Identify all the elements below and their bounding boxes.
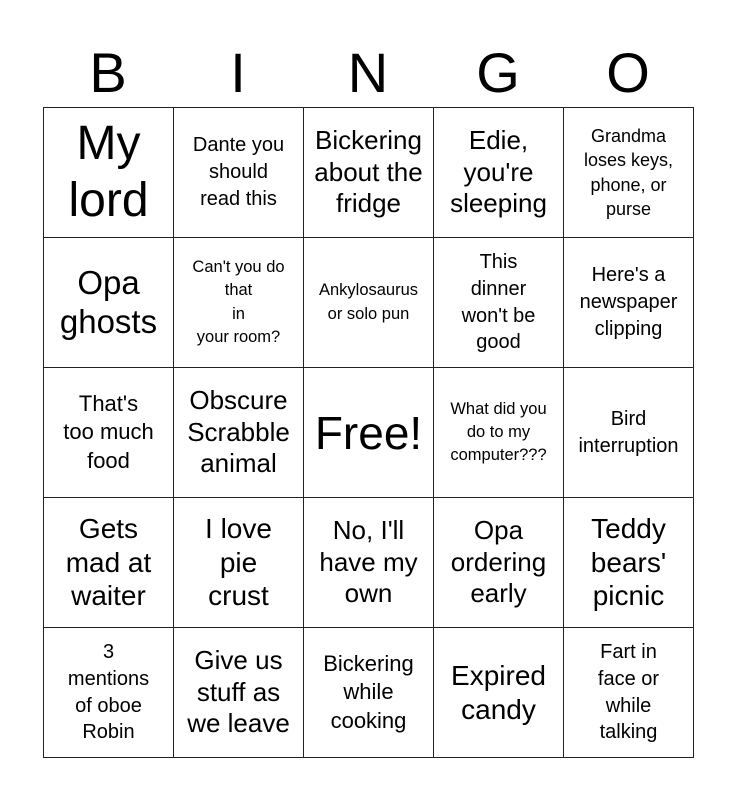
cell-text: Gets mad at waiter [65,513,152,612]
bingo-row [44,108,694,238]
bingo-card [43,107,694,758]
bingo-cell[interactable] [564,628,694,758]
header-letter-g: G [476,41,520,104]
bingo-row [44,498,694,628]
cell-text: This dinner won't be good [461,250,536,354]
cell-text: 3 mentions of oboe Robin [67,640,150,744]
cell-text: Can't you do that in your room? [192,258,285,346]
cell-text: Opa ghosts [59,264,158,340]
bingo-cell[interactable] [174,238,304,368]
bingo-cell[interactable] [304,108,434,238]
bingo-cell[interactable] [174,498,304,628]
bingo-row [44,628,694,758]
cell-text: Bird interruption [578,407,679,457]
cell-text: That's too much food [63,391,154,473]
cell-text: I love pie crust [205,513,272,612]
cell-text: Ankylosaurus or solo pun [318,281,419,323]
bingo-cell[interactable] [44,368,174,498]
cell-text: Bickering about the fridge [314,124,423,219]
cell-text: Expired candy [451,659,546,725]
cell-text: Bickering while cooking [323,651,414,733]
bingo-cell[interactable] [44,628,174,758]
cell-text: Opa ordering early [450,514,547,609]
bingo-cell[interactable] [174,628,304,758]
bingo-cell[interactable] [434,368,564,498]
bingo-cell[interactable] [434,238,564,368]
bingo-cell[interactable] [564,498,694,628]
cell-text: Dante you should read this [192,134,285,210]
bingo-row [44,238,694,368]
bingo-cell[interactable] [44,498,174,628]
cell-text: Give us stuff as we leave [187,644,290,739]
bingo-cell[interactable] [434,498,564,628]
header-letter-i: I [230,41,246,104]
bingo-row [44,368,694,498]
header-letter-n: N [347,41,389,104]
bingo-cell[interactable] [174,108,304,238]
bingo-cell[interactable] [564,238,694,368]
bingo-cell[interactable] [44,238,174,368]
bingo-cell[interactable] [44,108,174,238]
cell-text: What did you do to my computer??? [450,399,547,465]
bingo-cell[interactable] [434,108,564,238]
cell-text: Grandma loses keys, phone, or purse [583,125,674,219]
header-letter-o: O [606,41,650,104]
free-space[interactable] [304,368,434,498]
free-space-text: Free! [314,406,423,459]
cell-text: No, I'll have my own [319,514,418,609]
cell-text: My lord [68,116,149,227]
bingo-cell[interactable] [564,108,694,238]
bingo-cell[interactable] [304,628,434,758]
header-letter-b: B [89,41,127,104]
cell-text: Fart in face or while talking [597,640,660,744]
cell-text: Obscure Scrabble animal [187,384,290,479]
bingo-cell[interactable] [304,238,434,368]
bingo-cell[interactable] [174,368,304,498]
cell-text: Edie, you're sleeping [450,124,547,219]
bingo-cell[interactable] [434,628,564,758]
bingo-cell[interactable] [304,498,434,628]
cell-text: Here's a newspaper clipping [579,264,678,340]
bingo-header [43,42,693,104]
bingo-cell[interactable] [564,368,694,498]
cell-text: Teddy bears' picnic [590,513,667,612]
